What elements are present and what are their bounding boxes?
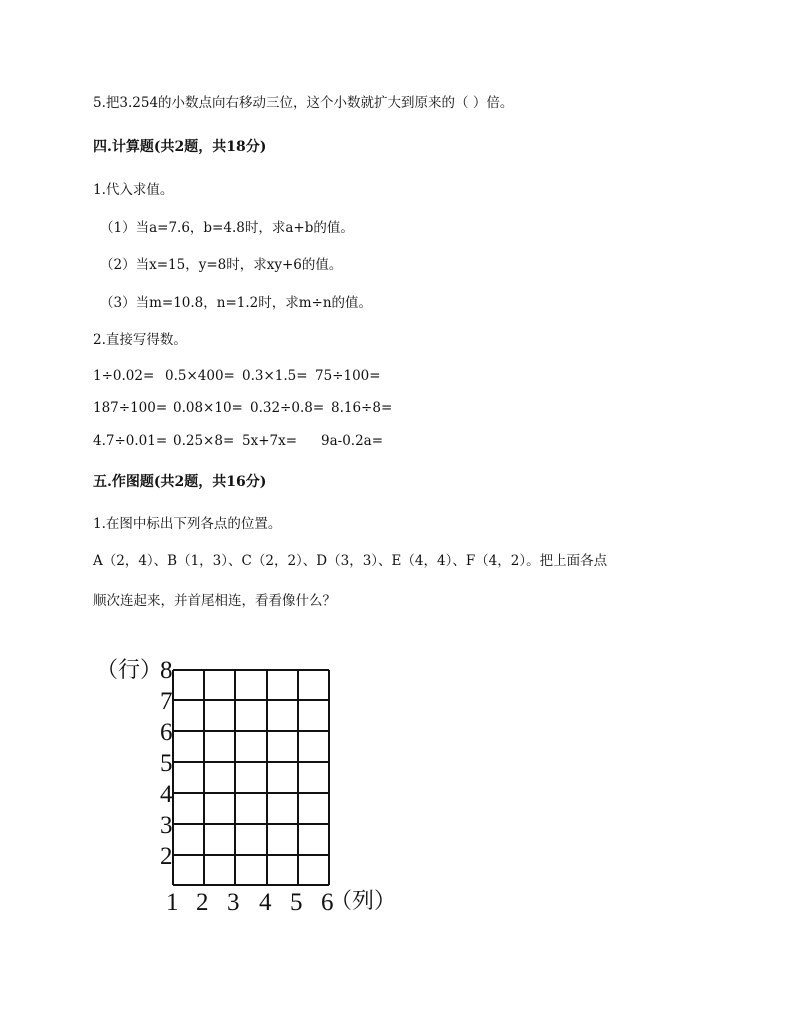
calc-q1-item-1: （1）当a=7.6，b=4.8时，求a+b的值。 [100, 220, 354, 236]
calc-q1-item-2: （2）当x=15，y=8时，求xy+6的值。 [100, 257, 343, 273]
row-axis-label: （行） [96, 658, 163, 683]
calc-q1-item-3: （3）当m=10.8，n=1.2时，求m÷n的值。 [100, 295, 373, 311]
draw-q1-instruction: 顺次连起来，并首尾相连，看看像什么？ [93, 593, 336, 609]
coordinate-grid [90, 650, 420, 920]
calc-item: 0.5×400= [165, 368, 235, 384]
question-5-fill-blank: 5.把3.254的小数点向右移动三位，这个小数就扩大到原来的（ ）倍。 [93, 95, 514, 111]
calc-item: 0.08×10= [173, 400, 243, 416]
row-number: 3 [160, 812, 173, 839]
row-number: 4 [160, 781, 173, 808]
col-axis-label: （列） [330, 889, 397, 914]
calc-item: 5x+7x= [242, 433, 298, 449]
row-number: 5 [160, 750, 173, 777]
draw-q1-title: 1.在图中标出下列各点的位置。 [93, 516, 282, 532]
calc-item: 9a-0.2a= [321, 433, 384, 449]
section-4-title: 四.计算题(共2题，共18分) [93, 139, 267, 155]
section-5-title: 五.作图题(共2题，共16分) [93, 474, 267, 490]
calc-item: 75÷100= [315, 368, 381, 384]
calc-item: 0.3×1.5= [242, 368, 308, 384]
draw-q1-points: A（2，4）、B（1，3）、C（2，2）、D（3，3）、E（4，4）、F（4，2）。把上面各点 [93, 553, 608, 569]
row-number: 2 [160, 843, 173, 870]
col-number: 1 [166, 889, 179, 916]
calc-item: 1÷0.02= [93, 368, 155, 384]
row-number: 6 [160, 719, 173, 746]
calc-q1-title: 1.代入求值。 [93, 182, 174, 198]
row-number: 7 [160, 688, 173, 715]
calc-item: 187÷100= [93, 400, 168, 416]
grid-lines [173, 670, 329, 885]
calc-item: 0.32÷0.8= [250, 400, 325, 416]
col-number: 3 [227, 889, 240, 916]
col-number: 6 [321, 889, 334, 916]
col-number: 4 [259, 889, 272, 916]
calc-item: 0.25×8= [173, 433, 235, 449]
row-number: 8 [160, 657, 173, 684]
grid-svg [90, 650, 420, 920]
col-number: 2 [196, 889, 209, 916]
calc-q2-title: 2.直接写得数。 [93, 332, 187, 348]
col-number: 5 [290, 889, 303, 916]
calc-item: 4.7÷0.01= [93, 433, 168, 449]
calc-item: 8.16÷8= [331, 400, 393, 416]
